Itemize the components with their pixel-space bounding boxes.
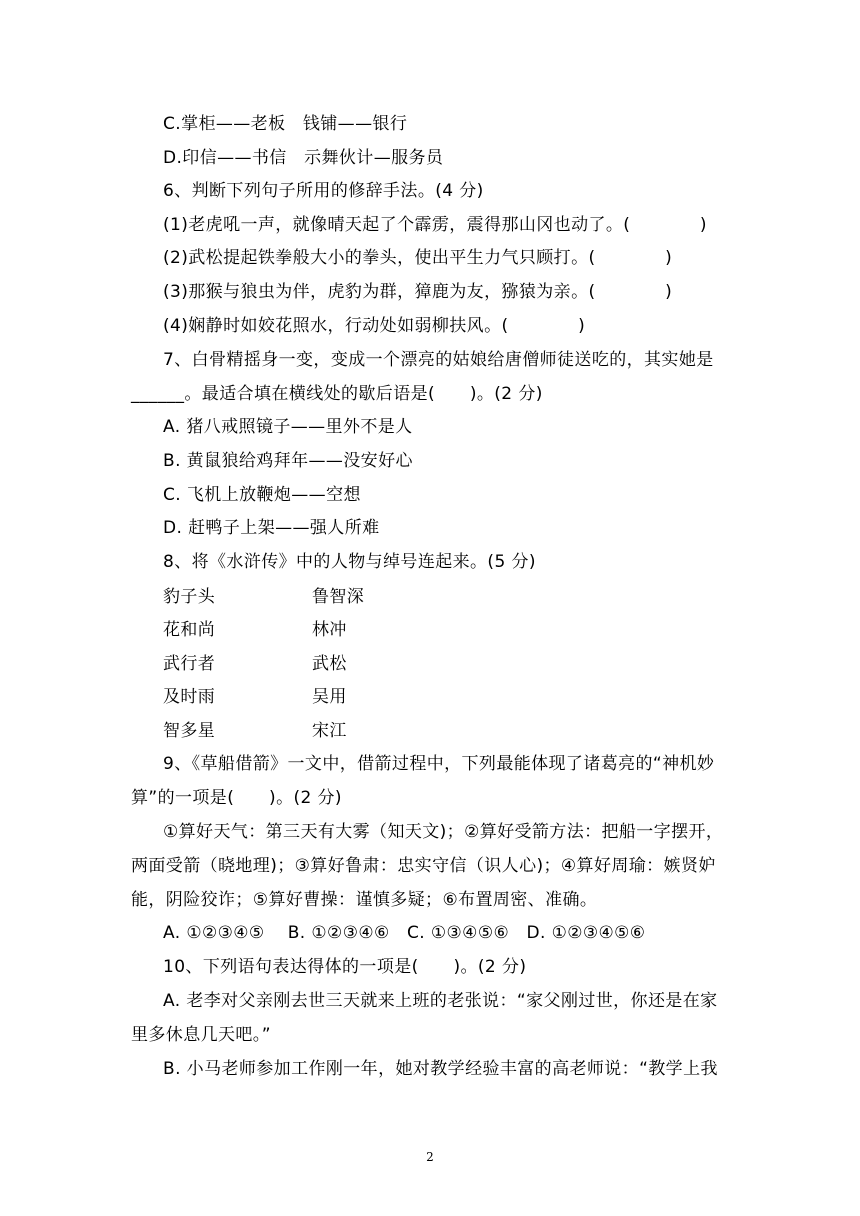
q6-item-3: (3)那猴与狼虫为伴，虎豹为群，獐鹿为友，猕猿为亲。( ) [163,282,673,302]
person-item: 吴用 [312,687,347,707]
q7-option-b: B. 黄鼠狼给鸡拜年——没安好心 [163,451,413,471]
nickname-item: 武行者 [163,654,216,674]
q10-option-a: A. 老李对父亲刚去世三天就来上班的老张说：“家父刚过世，你还是在家 [163,991,718,1011]
nickname-item: 花和尚 [163,620,216,640]
q6-item-4: (4)娴静时如姣花照水，行动处如弱柳扶风。( ) [163,316,586,336]
question-9-cont: 算”的一项是( )。(2 分) [131,788,342,808]
q7-option-d: D. 赶鸭子上架——强人所难 [163,518,380,538]
q9-passage-line-1: ①算好天气：第三天有大雾（知天文)；②算好受箭方法：把船一字摆开， [163,822,724,842]
option-d-q5: D.印信——书信 示舞伙计—服务员 [163,148,444,168]
question-10: 10、下列语句表达得体的一项是( )。(2 分) [163,957,527,977]
question-6: 6、判断下列句子所用的修辞手法。(4 分) [163,181,484,201]
person-item: 鲁智深 [312,587,365,607]
q7-option-a: A. 猪八戒照镜子——里外不是人 [163,417,413,437]
question-9: 9、《草船借箭》一文中，借箭过程中，下列最能体现了诸葛亮的“神机妙 [163,754,715,774]
nickname-item: 豹子头 [163,587,216,607]
q9-passage-line-3: 能，阴险狡诈；⑤算好曹操：谨慎多疑；⑥布置周密、准确。 [131,890,598,910]
person-item: 林冲 [312,620,347,640]
nickname-item: 智多星 [163,721,216,741]
q6-item-1: (1)老虎吼一声，就像晴天起了个霹雳，震得那山冈也动了。( ) [163,215,707,235]
question-7-cont: ______。最适合填在横线处的歇后语是( )。(2 分) [131,384,543,404]
person-item: 宋江 [312,721,347,741]
nickname-item: 及时雨 [163,687,216,707]
q10-option-a-cont: 里多休息几天吧。” [131,1025,271,1045]
page-number: 2 [426,1150,434,1164]
person-item: 武松 [312,654,347,674]
option-c-q5: C.掌柜——老板 钱铺——银行 [163,114,408,134]
q10-option-b: B. 小马老师参加工作刚一年，她对教学经验丰富的高老师说：“教学上我 [163,1059,718,1079]
q6-item-2: (2)武松提起铁拳般大小的拳头，使出平生力气只顾打。( ) [163,248,673,268]
q7-option-c: C. 飞机上放鞭炮——空想 [163,485,361,505]
question-8: 8、将《水浒传》中的人物与绰号连起来。(5 分) [163,552,536,572]
q9-options: A. ①②③④⑤ B. ①②③④⑥ C. ①③④⑤⑥ D. ①②③④⑤⑥ [163,923,646,943]
q9-passage-line-2: 两面受箭（晓地理)；③算好鲁肃：忠实守信（识人心)；④算好周瑜：嫉贤妒 [131,856,716,876]
question-7: 7、白骨精摇身一变，变成一个漂亮的姑娘给唐僧师徒送吃的，其实她是 [163,350,714,370]
